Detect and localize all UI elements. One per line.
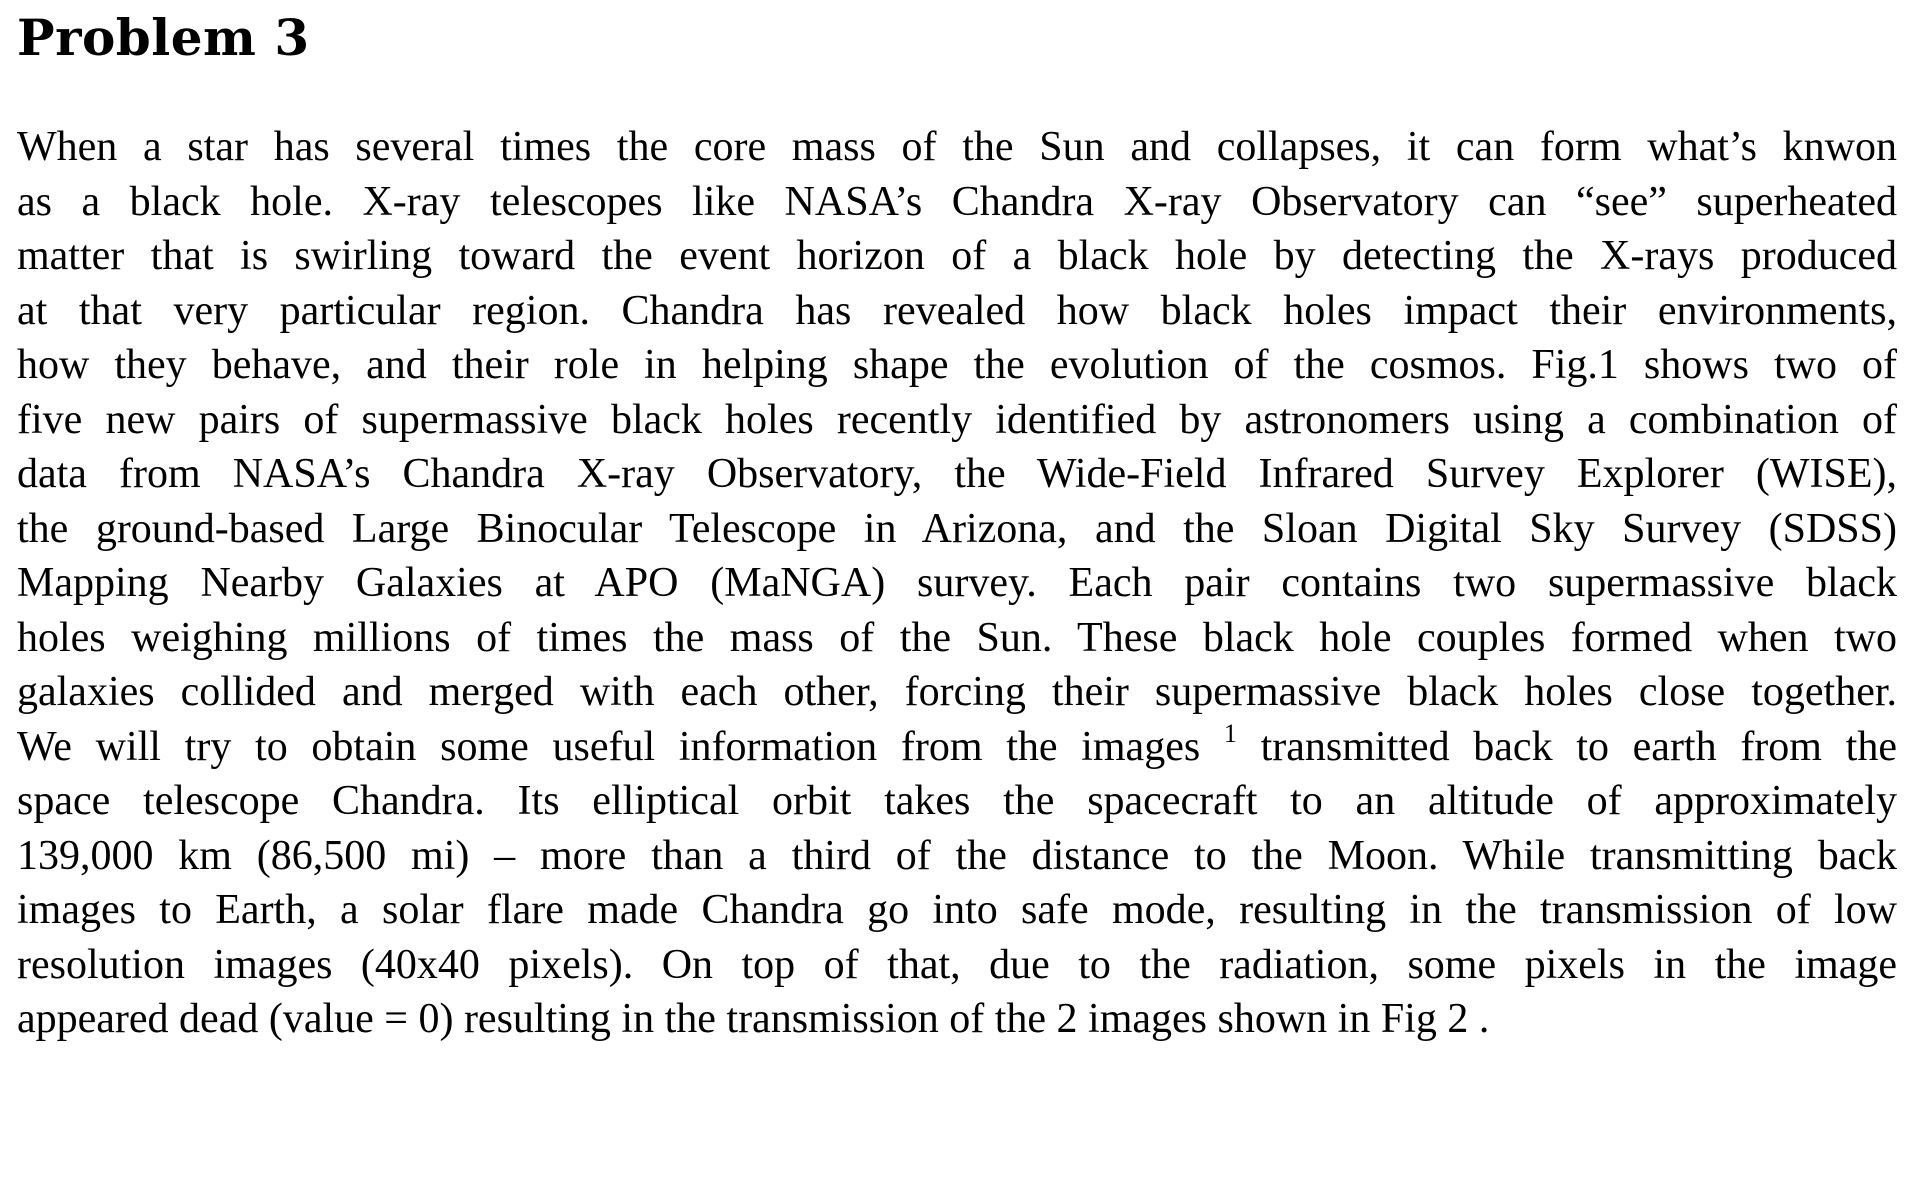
text-line: how they behave, and their role in helping shape the evolution of the cosmos. Fig.1 shows two of [17, 342, 1897, 388]
text-line: resolution images (40x40 pixels). On top of that, due to the radiation, some pixels in the image [17, 941, 1897, 988]
text-line: images to Earth, a solar flare made Chandra go into safe mode, resulting in the transmission of low [17, 887, 1897, 933]
text-line: holes weighing millions of times the mass of the Sun. These black hole couples formed when two [17, 614, 1897, 661]
text-line: data from NASA’s Chandra X-ray Observatory, the Wide-Field Infrared Survey Explorer (WISE), [17, 451, 1897, 497]
text-line: Mapping Nearby Galaxies at APO (MaNGA) survey. Each pair contains two supermassive black [17, 560, 1897, 606]
problem-title: Problem 3 [17, 8, 310, 67]
text-line: matter that is swirling toward the event horizon of a black hole by detecting the X-rays produced [17, 233, 1897, 279]
text-line: 139,000 km (86,500 mi) – more than a third of the distance to the Moon. While transmitting back [17, 832, 1897, 879]
text-line-last: appeared dead (value = 0) resulting in the transmission of the 2 images shown in Fig 2 . [17, 996, 1490, 1042]
text-line-with-footnote [17, 720, 1897, 775]
document-page [17, 8, 1897, 1047]
footnote-line-before: We will try to obtain some useful information from the images [17, 723, 1224, 770]
problem-paragraph [17, 120, 1897, 1047]
text-line: at that very particular region. Chandra has revealed how black holes impact their environments, [17, 287, 1897, 334]
text-line: as a black hole. X-ray telescopes like NASA’s Chandra X-ray Observatory can “see” superheated [17, 178, 1897, 225]
text-line: galaxies collided and merged with each other, forcing their supermassive black holes close together. [17, 669, 1897, 715]
footnote-line-after: transmitted back to earth from the [1236, 723, 1897, 770]
text-line: space telescope Chandra. Its elliptical orbit takes the spacecraft to an altitude of approximately [17, 778, 1897, 824]
text-line: five new pairs of supermassive black holes recently identified by astronomers using a combination of [17, 396, 1897, 443]
text-line: When a star has several times the core mass of the Sun and collapses, it can form what’s knwon [17, 124, 1897, 170]
footnote-mark: 1 [1223, 718, 1237, 748]
text-line: the ground-based Large Binocular Telescope in Arizona, and the Sloan Digital Sky Survey (SDSS) [17, 505, 1897, 552]
